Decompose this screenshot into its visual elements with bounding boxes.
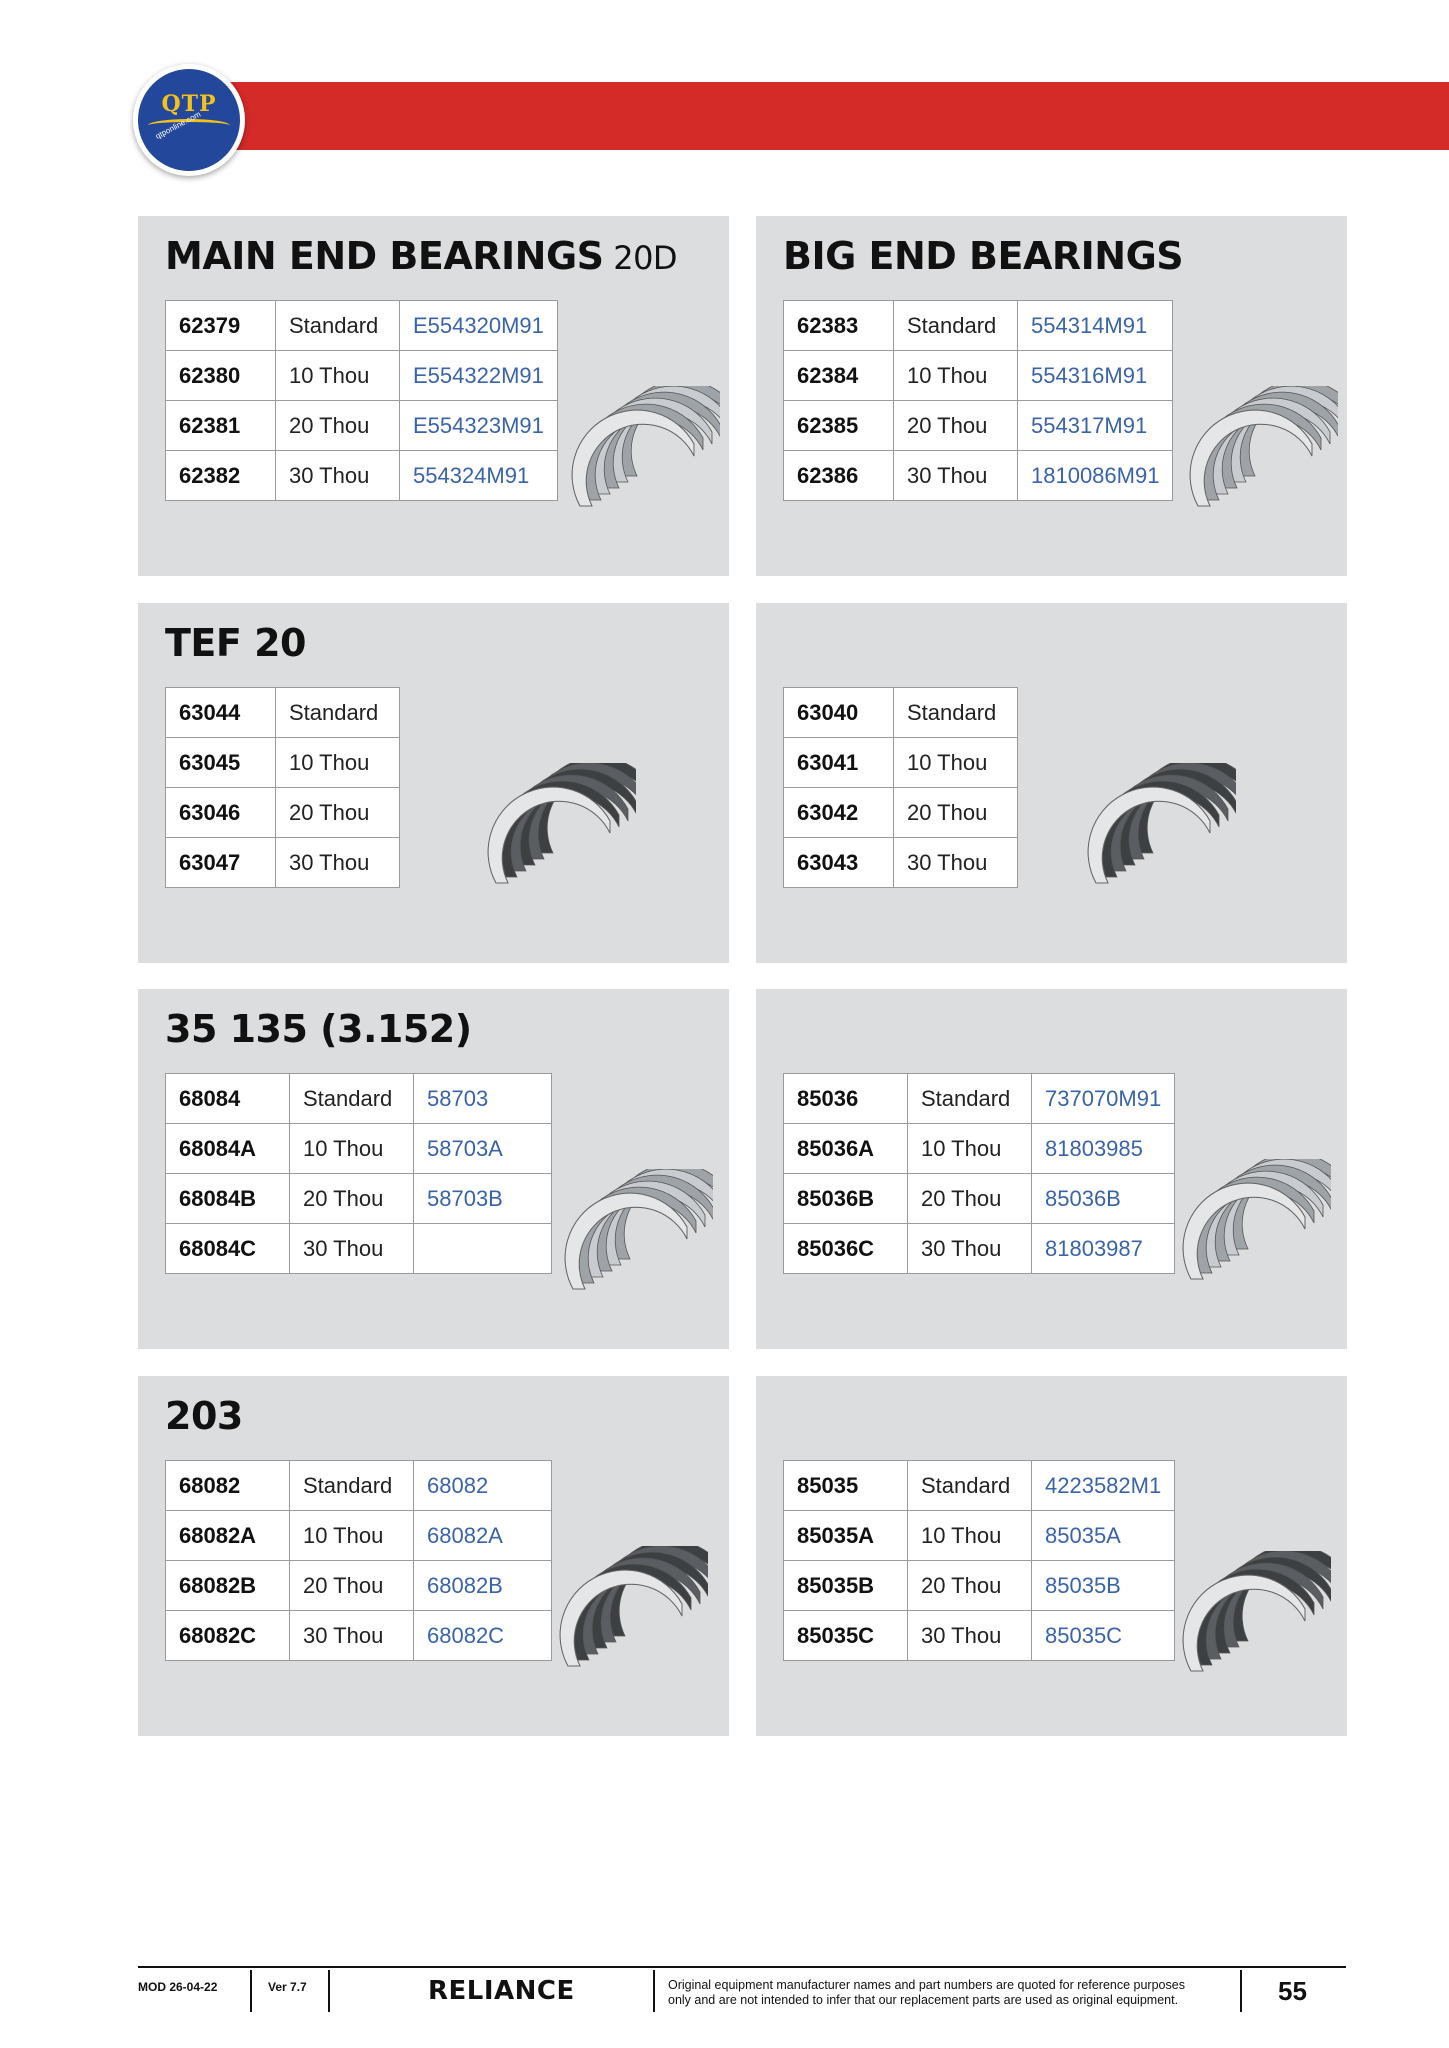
size: 20 Thou xyxy=(908,1174,1032,1224)
footer-divider xyxy=(250,1970,252,2012)
bearing-panel xyxy=(756,603,1347,963)
table-row xyxy=(784,401,1173,451)
header-banner xyxy=(190,82,1449,150)
part-number: 63043 xyxy=(784,838,894,888)
parts-table xyxy=(165,1073,552,1274)
bearing-image xyxy=(563,1169,713,1319)
table-row xyxy=(784,688,1018,738)
oem-reference: 4223582M1 xyxy=(1032,1461,1175,1511)
bearing-panel xyxy=(138,216,729,576)
size: 30 Thou xyxy=(908,1611,1032,1661)
oem-reference: 68082B xyxy=(414,1561,552,1611)
part-number: 63044 xyxy=(166,688,276,738)
part-number: 85036A xyxy=(784,1124,908,1174)
oem-reference: E554320M91 xyxy=(400,301,558,351)
table-row xyxy=(166,738,400,788)
part-number: 68084C xyxy=(166,1224,290,1274)
part-number: 63046 xyxy=(166,788,276,838)
panel-title-text: MAIN END BEARINGS xyxy=(165,234,604,278)
table-row xyxy=(166,1124,552,1174)
parts-table xyxy=(165,1460,552,1661)
size: 30 Thou xyxy=(908,1224,1032,1274)
table-row xyxy=(166,688,400,738)
table-row xyxy=(166,1174,552,1224)
table-row xyxy=(166,351,558,401)
table-row xyxy=(166,1511,552,1561)
table-row xyxy=(166,451,558,501)
table-row xyxy=(784,1174,1175,1224)
bearing-image xyxy=(486,763,636,913)
oem-reference: 85035C xyxy=(1032,1611,1175,1661)
footer-version: Ver 7.7 xyxy=(268,1980,307,1994)
panel-title-text: TEF 20 xyxy=(165,621,306,665)
parts-table xyxy=(165,687,400,888)
part-number: 62382 xyxy=(166,451,276,501)
size: 30 Thou xyxy=(290,1611,414,1661)
table-row xyxy=(784,301,1173,351)
oem-reference: 554316M91 xyxy=(1018,351,1173,401)
size: 10 Thou xyxy=(908,1124,1032,1174)
table-row xyxy=(784,1511,1175,1561)
size: 10 Thou xyxy=(276,738,400,788)
oem-reference: 68082A xyxy=(414,1511,552,1561)
oem-reference: 68082C xyxy=(414,1611,552,1661)
size: Standard xyxy=(894,688,1018,738)
size: Standard xyxy=(908,1461,1032,1511)
bearing-image xyxy=(1181,1159,1331,1309)
panel-title xyxy=(165,234,677,278)
size: Standard xyxy=(908,1074,1032,1124)
table-row xyxy=(166,301,558,351)
part-number: 85036C xyxy=(784,1224,908,1274)
bearing-image xyxy=(1188,386,1338,536)
size: 20 Thou xyxy=(290,1561,414,1611)
table-row xyxy=(784,838,1018,888)
table-row xyxy=(784,351,1173,401)
oem-reference: E554322M91 xyxy=(400,351,558,401)
part-number: 62383 xyxy=(784,301,894,351)
size: 30 Thou xyxy=(276,838,400,888)
parts-table xyxy=(783,1460,1175,1661)
size: Standard xyxy=(276,301,400,351)
part-number: 62384 xyxy=(784,351,894,401)
oem-reference: 58703 xyxy=(414,1074,552,1124)
bearing-panel xyxy=(756,216,1347,576)
table-row xyxy=(784,1124,1175,1174)
logo-url: qtponline.com xyxy=(154,109,203,141)
table-row xyxy=(166,1611,552,1661)
table-row xyxy=(166,401,558,451)
part-number: 85036 xyxy=(784,1074,908,1124)
bearing-panel xyxy=(756,989,1347,1349)
size: Standard xyxy=(894,301,1018,351)
part-number: 63041 xyxy=(784,738,894,788)
table-row xyxy=(784,738,1018,788)
footer-divider xyxy=(328,1970,330,2012)
table-row xyxy=(166,788,400,838)
footer-divider xyxy=(1240,1970,1242,2012)
size: 30 Thou xyxy=(290,1224,414,1274)
parts-table xyxy=(783,300,1173,501)
size: 10 Thou xyxy=(894,351,1018,401)
size: 10 Thou xyxy=(290,1124,414,1174)
bearing-image xyxy=(1086,763,1236,913)
part-number: 63042 xyxy=(784,788,894,838)
bearing-panel xyxy=(756,1376,1347,1736)
part-number: 62380 xyxy=(166,351,276,401)
part-number: 68082C xyxy=(166,1611,290,1661)
table-row xyxy=(166,838,400,888)
size: Standard xyxy=(290,1461,414,1511)
parts-table xyxy=(783,687,1018,888)
part-number: 62386 xyxy=(784,451,894,501)
size: 10 Thou xyxy=(276,351,400,401)
oem-reference: 58703A xyxy=(414,1124,552,1174)
parts-table xyxy=(165,300,558,501)
part-number: 62379 xyxy=(166,301,276,351)
panel-title-text: 35 135 (3.152) xyxy=(165,1007,472,1051)
oem-reference: 85035A xyxy=(1032,1511,1175,1561)
size: 20 Thou xyxy=(908,1561,1032,1611)
oem-reference: 58703B xyxy=(414,1174,552,1224)
part-number: 68082B xyxy=(166,1561,290,1611)
table-row xyxy=(166,1224,552,1274)
panel-title-text: BIG END BEARINGS xyxy=(783,234,1184,278)
part-number: 85035A xyxy=(784,1511,908,1561)
oem-reference xyxy=(414,1224,552,1274)
size: Standard xyxy=(276,688,400,738)
part-number: 68082 xyxy=(166,1461,290,1511)
oem-reference: 85036B xyxy=(1032,1174,1175,1224)
part-number: 62385 xyxy=(784,401,894,451)
table-row xyxy=(784,1561,1175,1611)
part-number: 85035B xyxy=(784,1561,908,1611)
bearing-image xyxy=(1181,1551,1331,1701)
size: Standard xyxy=(290,1074,414,1124)
footer-brand: RELIANCE xyxy=(428,1976,575,2006)
size: 20 Thou xyxy=(894,788,1018,838)
bearing-image xyxy=(558,1546,708,1696)
part-number: 85035C xyxy=(784,1611,908,1661)
size: 20 Thou xyxy=(894,401,1018,451)
panel-title-suffix: 20D xyxy=(603,239,678,277)
part-number: 68084A xyxy=(166,1124,290,1174)
size: 30 Thou xyxy=(276,451,400,501)
page-number: 55 xyxy=(1278,1976,1307,2006)
footer-disclaimer xyxy=(668,1978,1228,2022)
bearing-panel xyxy=(138,603,729,963)
table-row xyxy=(784,451,1173,501)
bearing-image xyxy=(570,386,720,536)
table-row xyxy=(784,1224,1175,1274)
part-number: 62381 xyxy=(166,401,276,451)
part-number: 85036B xyxy=(784,1174,908,1224)
oem-reference: E554323M91 xyxy=(400,401,558,451)
size: 10 Thou xyxy=(894,738,1018,788)
part-number: 63040 xyxy=(784,688,894,738)
footer-disclaimer-line2: only and are not intended to infer that our replacement parts are used as original equipment. xyxy=(668,1993,1179,2007)
part-number: 68084B xyxy=(166,1174,290,1224)
qtp-logo xyxy=(138,69,240,171)
oem-reference: 85035B xyxy=(1032,1561,1175,1611)
size: 30 Thou xyxy=(894,451,1018,501)
bearing-panel xyxy=(138,1376,729,1736)
footer-mod-date: MOD 26-04-22 xyxy=(138,1980,218,1994)
oem-reference: 81803987 xyxy=(1032,1224,1175,1274)
oem-reference: 554314M91 xyxy=(1018,301,1173,351)
bearing-panel xyxy=(138,989,729,1349)
footer-divider xyxy=(653,1970,655,2012)
table-row xyxy=(784,788,1018,838)
oem-reference: 737070M91 xyxy=(1032,1074,1175,1124)
part-number: 68084 xyxy=(166,1074,290,1124)
size: 20 Thou xyxy=(276,788,400,838)
part-number: 85035 xyxy=(784,1461,908,1511)
oem-reference: 1810086M91 xyxy=(1018,451,1173,501)
panel-title-text: 203 xyxy=(165,1394,243,1438)
size: 20 Thou xyxy=(290,1174,414,1224)
panel-title xyxy=(165,1007,472,1051)
part-number: 68082A xyxy=(166,1511,290,1561)
size: 10 Thou xyxy=(908,1511,1032,1561)
table-row xyxy=(784,1611,1175,1661)
logo-text: QTP xyxy=(161,91,217,117)
panel-title xyxy=(165,1394,243,1438)
part-number: 63047 xyxy=(166,838,276,888)
table-row xyxy=(166,1561,552,1611)
size: 20 Thou xyxy=(276,401,400,451)
table-row xyxy=(784,1074,1175,1124)
page-footer xyxy=(138,1966,1346,2016)
part-number: 63045 xyxy=(166,738,276,788)
table-row xyxy=(166,1461,552,1511)
oem-reference: 554324M91 xyxy=(400,451,558,501)
panel-title xyxy=(165,621,306,665)
size: 10 Thou xyxy=(290,1511,414,1561)
table-row xyxy=(166,1074,552,1124)
parts-table xyxy=(783,1073,1175,1274)
oem-reference: 68082 xyxy=(414,1461,552,1511)
panel-title xyxy=(783,234,1183,278)
footer-disclaimer-line1: Original equipment manufacturer names and part numbers are quoted for reference purposes xyxy=(668,1978,1185,1992)
table-row xyxy=(784,1461,1175,1511)
size: 30 Thou xyxy=(894,838,1018,888)
oem-reference: 81803985 xyxy=(1032,1124,1175,1174)
oem-reference: 554317M91 xyxy=(1018,401,1173,451)
